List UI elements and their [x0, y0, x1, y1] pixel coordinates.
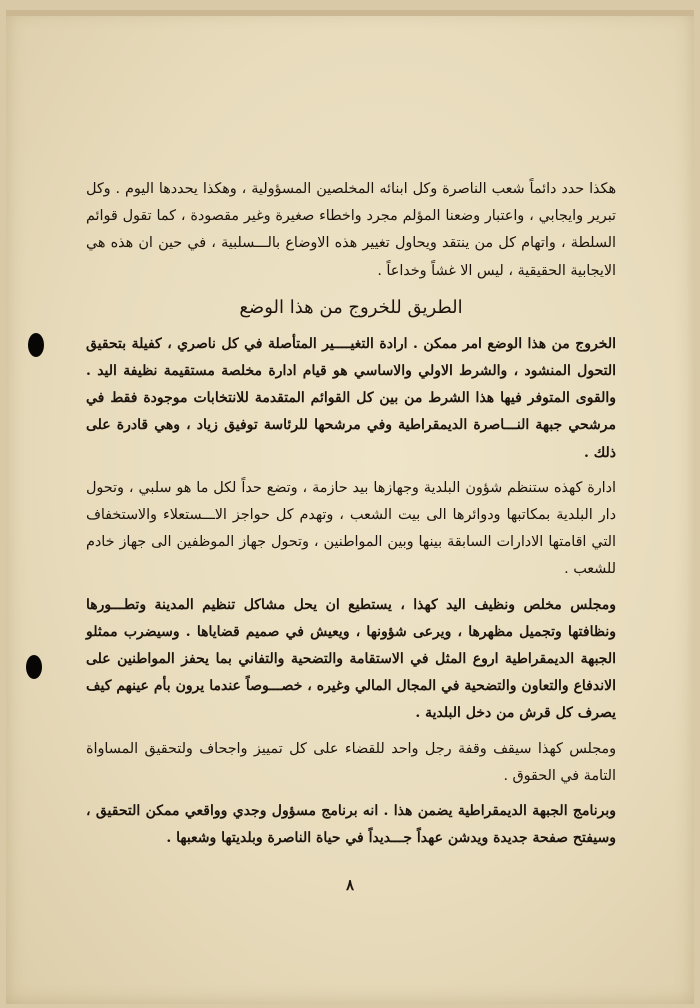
- page-number: ٨: [345, 876, 355, 894]
- paragraph-way-out: الخروج من هذا الوضع امر ممكن . ارادة التغيــــير المتأصلة في كل ناصري ، كفيلة بتحقيق التحول المنشود ، والشرط الاولي والاساسي هو قيام ادارة مخلصة مستقيمة نظيفة اليد . والقوى المتوفر فيها هذا الشرط من بين كل القوائم المتقدمة للانتخابات موجودة فقط في مرشحي جبهة النـــاصرة الديمقراطية وفي مرشحها للرئاسة توفيق زياد ، وهي قادرة على ذلك .: [86, 335, 616, 461]
- document-body: [86, 176, 616, 860]
- paragraph-equality: ومجلس كهذا سيقف وقفة رجل واحد للقضاء على كل تمييز واجحاف ولتحقيق المساواة التامة في الحقوق .: [86, 740, 616, 784]
- paragraph-program: وبرنامج الجبهة الديمقراطية يضمن هذا . انه برنامج مسؤول وجدي وواقعي ممكن التحقيق ، وسيفتح صفحة جديدة ويدشن عهداً جـــديداً في حياة الناصرة وبلديتها وشعبها .: [86, 803, 616, 847]
- intro-paragraph: هكذا حدد دائماً شعب الناصرة وكل ابنائه المخلصين المسؤولية ، وهكذا يحددها اليوم . وكل تبرير وايجابي ، واعتبار وضعنا المؤلم مجرد واخطاء صغيرة وغير مقصودة ، كما تقول قوائم السلطة ، واتهام كل من ينتقد ويحاول تغيير هذه الاوضاع بالـــسلبية ، في حين ان هذه هي الايجابية الحقيقية ، ليس الا غشاً وخداعاً .: [86, 181, 616, 279]
- page-top-edge: [6, 10, 694, 16]
- paragraph-administration: ادارة كهذه ستنظم شؤون البلدية وجهازها بيد حازمة ، وتضع حداً لكل ما هو سلبي ، وتحول دار البلدية بمكاتبها ودوائرها الى بيت الشعب ، وتهدم كل حواجز الاـــستعلاء والاستخفاف التي اقامتها الادارات السابقة بينها وبين المواطنين ، وتحول جهاز الموظفين الى جهاز خادم للشعب .: [86, 479, 616, 578]
- punch-hole-top: [28, 333, 44, 357]
- paragraph-council: ومجلس مخلص ونظيف اليد كهذا ، يستطيع ان يحل مشاكل تنظيم المدينة وتطـــورها ونظافتها وتجميل مظهرها ، ويرعى شؤونها ، ويعيش في صميم قضاياها . وسيضرب ممثلو الجبهة الديمقراطية اروع المثل في الاستقامة والتضحية والتفاني بما يحفز المواطنين على الاندفاع والتعاون والتضحية في المجال المالي وغيره ، خصـــوصاً عندما يرون بأم عينهم كيف يصرف كل قرش من دخل البلدية .: [86, 596, 616, 722]
- section-heading: الطريق للخروج من هذا الوضع: [239, 296, 463, 318]
- punch-hole-bottom: [26, 655, 42, 679]
